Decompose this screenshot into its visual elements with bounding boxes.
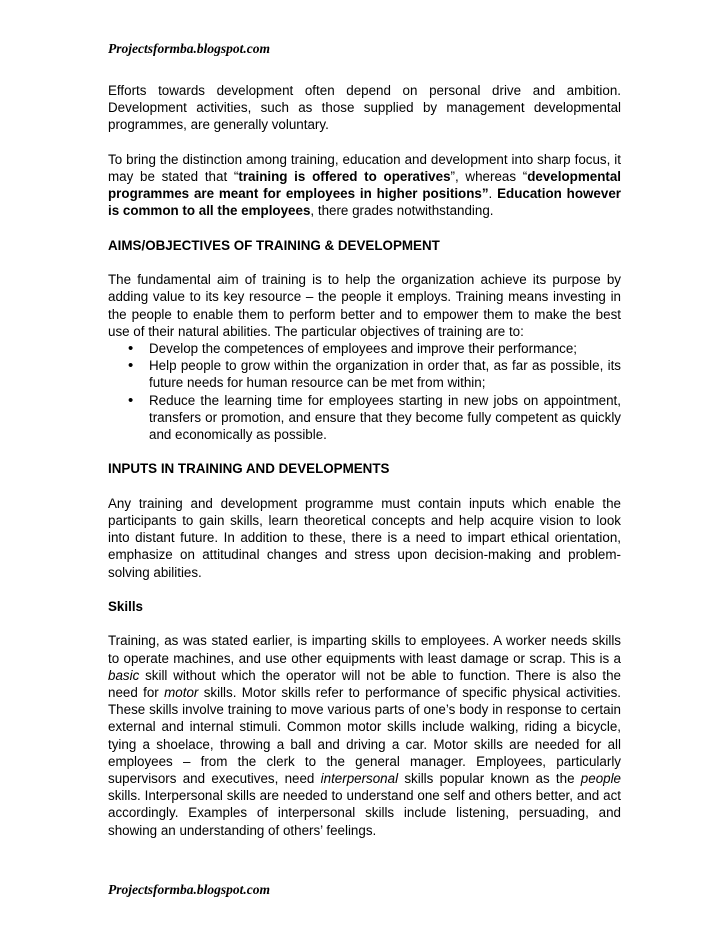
text-run: ”, whereas “ [450, 169, 528, 184]
paragraph-aims: The fundamental aim of training is to help the organization achieve its purpose by adding value to its key resource – the people it employs. Training means investing in the people to enable them to perform better and to empower them to make the best use of their natural abilities. The particular objectives of training are to: [108, 272, 621, 339]
heading-inputs: INPUTS IN TRAINING AND DEVELOPMENTS [108, 461, 390, 477]
page-header: Projectsformba.blogspot.com [108, 41, 270, 56]
paragraph-distinction [108, 151, 621, 220]
heading-aims-objectives: AIMS/OBJECTIVES OF TRAINING & DEVELOPMENT [108, 237, 440, 253]
list-item: • Develop the competences of employees and improve their performance; [149, 340, 621, 357]
text-run: . [488, 186, 498, 202]
text-run: , there grades notwithstanding. [310, 203, 494, 219]
text-run: To bring the distinction among training, education and development into sharp focus, it may be stated that “ [108, 151, 621, 184]
list-item: • Help people to grow within the organization in order that, as far as possible, its future needs for human resource can be met from within; [149, 357, 621, 391]
italic-text-basic: basic [108, 667, 140, 683]
text-run: skills. Motor skills refer to performance of specific physical activities. These skills involve training to move various parts of one’s body in response to certain external and internal stimuli. Common motor skills include walking, riding a bicycle, tying a shoelace, throwing a ball and driving a car. Motor skills are needed for all employees – from the clerk to the general manager. Employees, particularly supervisors and executives, need [108, 685, 621, 787]
italic-text-interpersonal: interpersonal [320, 771, 399, 787]
paragraph-inputs: Any training and development programme must contain inputs which enable the participants to gain skills, learn theoretical concepts and help acquire vision to look into distant future. In addition to these, there is a need to impart ethical orientation, emphasize on attitudinal changes and stress upon decision-making and problem-solving abilities. [108, 495, 621, 580]
text-run: skill without which the operator will not be able to function. There is also the need for [108, 667, 621, 700]
italic-text-motor: motor [164, 685, 199, 700]
text-run: Training, as was stated earlier, is imparting skills to employees. A worker needs skills to operate machines, and use other equipments with least damage or scrap. This is a [108, 633, 621, 666]
page-footer: Projectsformba.blogspot.com [108, 882, 270, 897]
objectives-list [108, 340, 621, 443]
bold-text-education-common: Education however is common to all the employees [108, 186, 621, 219]
text-run: skills popular known as the [398, 771, 581, 787]
paragraph-development-drive: Efforts towards development often depend on personal drive and ambition. Development activities, such as those supplied by management developmental programmes, are generally voluntary. [108, 83, 621, 133]
italic-text-people: people [580, 771, 622, 787]
paragraph-skills [108, 632, 621, 838]
document-body [108, 82, 621, 856]
text-run: skills. Interpersonal skills are needed to understand one self and others better, and act accordingly. Examples of interpersonal skills include listening, persuading, and showing an understanding of others’ feelings. [108, 788, 621, 838]
bold-text-training-operatives: training is offered to operatives [238, 169, 451, 184]
heading-skills: Skills [108, 599, 143, 614]
bold-text-developmental-programmes: developmental programmes are meant for employees in higher positions” [108, 169, 621, 202]
list-item: • Reduce the learning time for employees starting in new jobs on appointment, transfers or promotion, and ensure that they become fully competent as quickly and economically as possible. [149, 392, 621, 444]
